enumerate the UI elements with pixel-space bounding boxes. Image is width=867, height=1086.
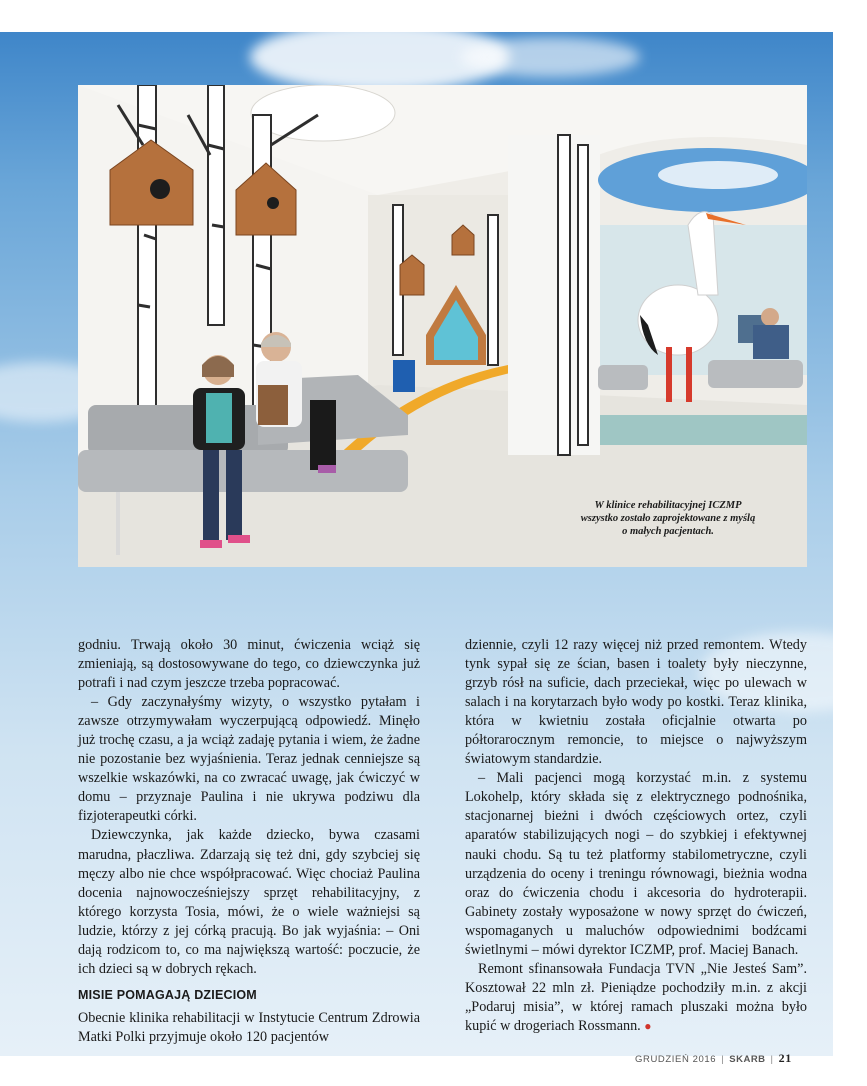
page-number: 21: [778, 1051, 792, 1065]
paragraph: – Gdy zaczynałyśmy wizyty, o wszystko pytałam i zawsze otrzymywałam wyczerpującą odpowiedź. Minęło już trochę czasu, a ja wciąż zadaję pytania i wiem, że żadne nie pozostanie bez wyjaśnienia. Teraz jednak cenniejsze są wszelkie wskazówki, na co zwracać uwagę, jak ćwiczyć w domu – przyznaje Paulina i nie ukrywa podziwu dla fizjoterapeutki córki.: [78, 694, 420, 825]
paragraph: dziennie, czyli 12 razy więcej niż przed remontem. Wtedy tynk sypał się ze ścian, basen i toalety były nieczynne, grzyb rósł na suficie, dach przeciekał, więc po ulewach w salach i na korytarzach było wody po kostki. Teraz klinika, która w kwietniu została oficjalnie otwarta po półtorarocznym remoncie, to miejsce o najwyższym światowym standardzie.: [465, 637, 807, 768]
caption-line: wszystko zostało zaprojektowane z myślą: [580, 513, 756, 524]
clinic-photo: [78, 85, 807, 567]
subheading: MISIE POMAGAJĄ DZIECIOM: [78, 987, 257, 1002]
magazine-name: SKARB: [729, 1054, 766, 1065]
paragraph-final: [465, 960, 807, 1036]
paragraph: godniu. Trwają około 30 minut, ćwiczenia wciąż się zmieniają, są dostosowywane do tego, co dziewczynka już potrafi i nad czym jeszcze trzeba popracować.: [78, 637, 420, 692]
paragraph: Obecnie klinika rehabilitacji w Instytucie Centrum Zdrowia Matki Polki przyjmuje około 120 pacjentów: [78, 1009, 420, 1045]
paragraph-text: Remont sfinansowała Fundacja TVN „Nie Jesteś Sam”. Kosztował 22 mln zł. Pieniądze pochodziły m.in. z akcji „Podaruj misia”, w której ramach pluszaki można było kupić w drogeriach Rossmann.: [465, 960, 807, 1034]
article-column-left: [78, 636, 420, 1047]
end-mark-icon: ●: [644, 1018, 652, 1033]
paragraph: – Mali pacjenci mogą korzystać m.in. z systemu Lokohelp, który składa się z elektrycznego podnośnika, stacjonarnej bieżni i dwóch częściowych ortez, czyli aparatów stabilizujących nogi – do szybkiej i efektywnej nauki chodu. Są tu też platformy stabilometryczne, czyli urządzenia do oceny i treningu równowagi, bieżnia wodna oraz do ćwiczenia chodu i akcesoria do hydroterapii. Gabinety zostały wyposażone w nowy sprzęt do ćwiczeń, wspomaganych u maluchów odpowiednimi bodźcami świetlnymi – mówi dyrektor ICZMP, prof. Maciej Banach.: [465, 770, 807, 958]
caption-line: W klinice rehabilitacyjnej ICZMP: [594, 500, 742, 511]
caption-line: o małych pacjentach.: [622, 526, 714, 537]
photo-caption: [548, 499, 788, 538]
issue-date: GRUDZIEŃ 2016: [635, 1054, 717, 1065]
page-footer: GRUDZIEŃ 2016 | SKARB | 21: [635, 1051, 792, 1065]
article-column-right: [465, 636, 807, 1036]
paragraph: Dziewczynka, jak każde dziecko, bywa czasami marudna, płaczliwa. Zdarzają się też dni, gdy szybciej się męczy albo nie chce współpracować. Więc chociaż Paulina docenia najnowocześniejszy sprzęt rehabilitacyjny, z którego korzysta Tosia, mówi, że o wiele ważniejsi są ludzie, którzy z jej córką pracują. Bo jak wyjaśnia: – Oni dają rodzicom to, co ma największą wartość: poczucie, że ich dzieci są w dobrych rękach.: [78, 827, 420, 977]
